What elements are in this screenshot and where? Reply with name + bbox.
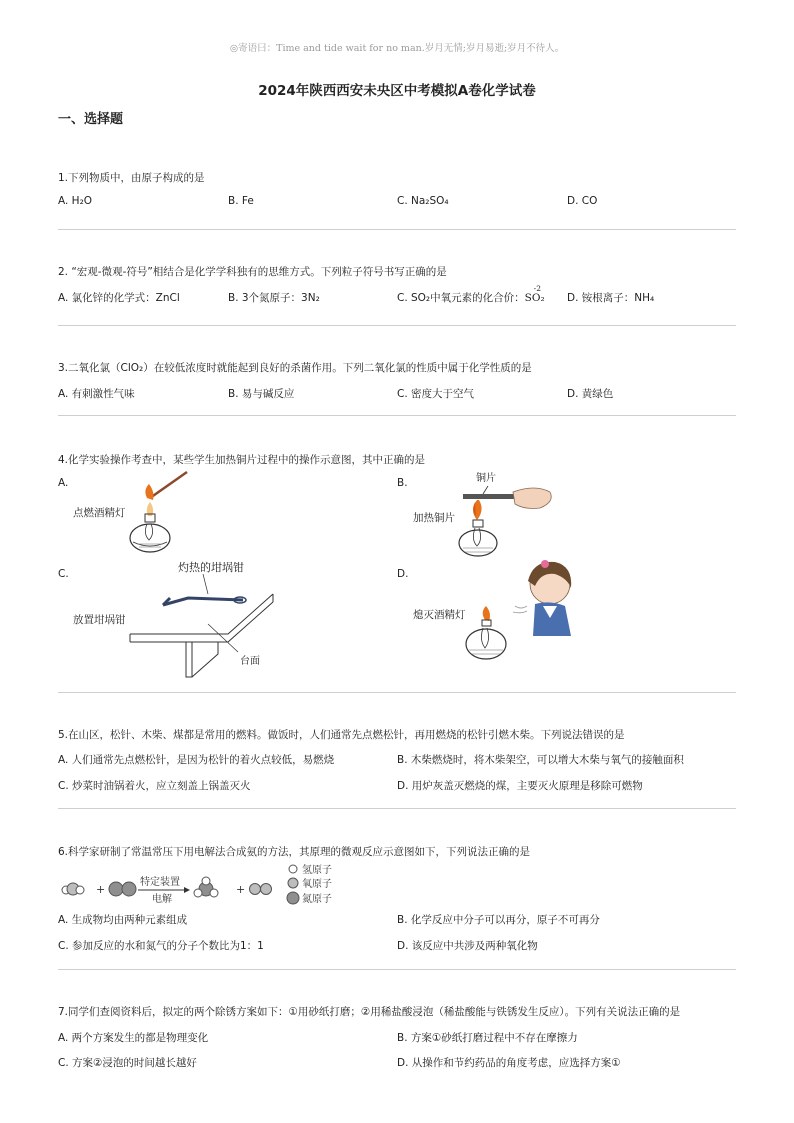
q2-option-c-formula: -2 SO₂ — [524, 284, 545, 304]
heating-copper-figure — [455, 480, 560, 565]
question-3-stem: 3.二氧化氯（ClO₂）在较低浓度时就能起到良好的杀菌作用。下列二氧化氯的性质中属于化学性质的是 — [58, 362, 532, 374]
q2-option-a: A. 氯化锌的化学式：ZnCl — [58, 292, 180, 304]
q4-option-b: B. — [397, 477, 408, 489]
q1-option-a: A. H₂O — [58, 195, 93, 207]
q4-c-label-tongs: 灼热的坩埚钳 — [178, 561, 244, 574]
q6-option-b: B. 化学反应中分子可以再分，原子不可再分 — [397, 914, 600, 926]
question-1-stem: 1.下列物质中，由原子构成的是 — [58, 172, 205, 184]
q7-option-a: A. 两个方案发生的都是物理变化 — [58, 1032, 209, 1044]
section-heading: 一、选择题 — [58, 112, 124, 127]
q4-a-caption: 点燃酒精灯 — [73, 507, 126, 519]
q4-option-a: A. — [58, 477, 69, 489]
question-2-stem: 2. “宏观-微观-符号”相结合是化学学科独有的思维方式。下列粒子符号书写正确的是 — [58, 266, 447, 278]
legend-oxygen: 氧原子 — [302, 879, 332, 890]
separator — [58, 808, 736, 809]
motto: ◎寄语曰：Time and tide wait for no man.岁月无情;岁月易逝;岁月不待人。 — [229, 43, 565, 54]
extinguishing-lamp-figure — [455, 556, 580, 671]
q3-option-b: B. 易与碱反应 — [228, 388, 295, 400]
separator — [58, 415, 736, 416]
question-6-stem: 6.科学家研制了常温常压下用电解法合成氨的方法，其原理的微观反应示意图如下，下列说法正确的是 — [58, 846, 531, 858]
reaction-diagram — [58, 860, 358, 908]
q5-option-d: D. 用炉灰盖灭燃烧的煤，主要灭火原理是移除可燃物 — [397, 780, 643, 792]
legend-nitrogen: 氮原子 — [302, 894, 332, 905]
q5-option-a: A. 人们通常先点燃松针，是因为松针的着火点较低，易燃烧 — [58, 754, 335, 766]
q2-option-b: B. 3个氮原子：3N₂ — [228, 292, 320, 304]
separator — [58, 692, 736, 693]
arrow-top-label: 特定装置 — [140, 877, 180, 888]
separator — [58, 969, 736, 970]
q6-option-a: A. 生成物均由两种元素组成 — [58, 914, 188, 926]
question-5-stem: 5.在山区，松针、木柴、煤都是常用的燃料。做饭时，人们通常先点燃松针，再用燃烧的松针引燃木柴。下列说法错误的是 — [58, 729, 625, 741]
q3-option-c: C. 密度大于空气 — [397, 388, 475, 400]
page-title: 2024年陕西西安未央区中考模拟A卷化学试卷 — [258, 83, 536, 99]
svg-text:+: + — [236, 883, 246, 896]
question-7-stem: 7.同学们查阅资料后，拟定的两个除锈方案如下：①用砂纸打磨；②用稀盐酸浸泡（稀盐酸能与铁锈发生反应）。下列有关说法正确的是 — [58, 1006, 681, 1018]
q7-option-c: C. 方案②浸泡的时间越长越好 — [58, 1057, 197, 1069]
q1-option-b: B. Fe — [228, 195, 254, 207]
separator — [58, 325, 736, 326]
svg-text:+: + — [96, 883, 106, 896]
q1-option-c: C. Na₂SO₄ — [397, 195, 449, 207]
legend-hydrogen: 氢原子 — [302, 865, 332, 876]
q6-option-c: C. 参加反应的水和氮气的分子个数比为1：1 — [58, 940, 264, 952]
q3-option-a: A. 有刺激性气味 — [58, 388, 135, 400]
q2-option-d: D. 铵根离子：NH₄ — [567, 292, 655, 304]
q4-c-caption: 放置坩埚钳 — [73, 614, 126, 626]
q2-option-c-charge: -2 — [533, 284, 541, 293]
q6-option-d: D. 该反应中共涉及两种氧化物 — [397, 940, 538, 952]
alcohol-lamp-lighting-figure — [125, 468, 195, 558]
q3-option-d: D. 黄绿色 — [567, 388, 614, 400]
q4-b-caption: 加热铜片 — [413, 512, 455, 524]
q4-option-d: D. — [397, 568, 409, 580]
separator — [58, 229, 736, 230]
q1-option-d: D. CO — [567, 195, 598, 207]
q5-option-b: B. 木柴燃烧时，将木柴架空，可以增大木柴与氧气的接触面积 — [397, 754, 684, 766]
q2-option-c — [397, 284, 545, 305]
q4-d-caption: 熄灭酒精灯 — [413, 609, 466, 621]
q7-option-d: D. 从操作和节约药品的角度考虑，应选择方案① — [397, 1057, 621, 1069]
q4-c-label-table: 台面 — [240, 656, 260, 667]
q7-option-b: B. 方案①砂纸打磨过程中不存在摩擦力 — [397, 1032, 578, 1044]
q4-b-label-copper: 铜片 — [476, 473, 496, 484]
crucible-tongs-figure — [128, 572, 278, 682]
q4-option-c: C. — [58, 568, 69, 580]
q2-option-c-text: C. SO₂中氧元素的化合价： — [397, 292, 525, 304]
q5-option-c: C. 炒菜时油锅着火，应立刻盖上锅盖灭火 — [58, 780, 251, 792]
arrow-bottom-label: 电解 — [152, 894, 172, 905]
question-4-stem: 4.化学实验操作考查中，某些学生加热铜片过程中的操作示意图，其中正确的是 — [58, 454, 426, 466]
